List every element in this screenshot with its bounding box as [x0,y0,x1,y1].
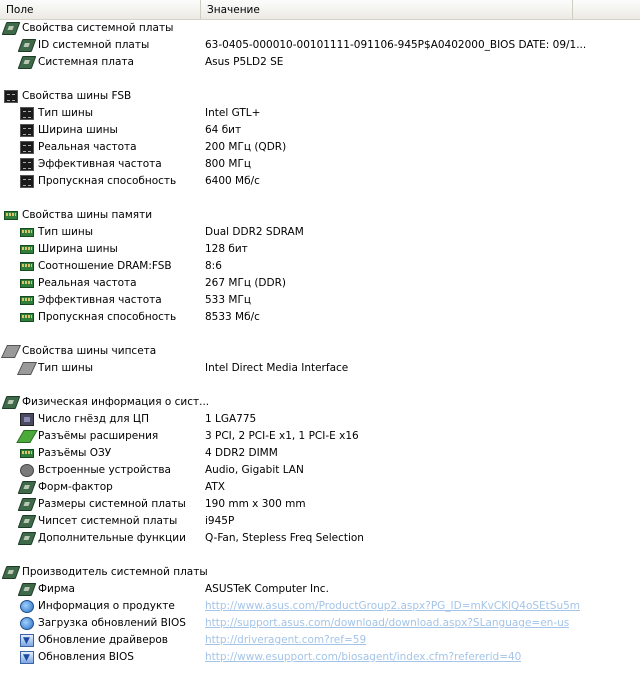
property-row[interactable] [0,54,640,71]
property-value: Dual DDR2 SDRAM [205,226,304,238]
property-label: Тип шины [38,362,94,374]
column-header [0,0,640,20]
property-label: Форм-фактор [38,481,113,493]
bus-icon [4,90,18,103]
property-label: Ширина шины [38,124,118,136]
property-list [0,20,640,666]
property-row[interactable] [0,581,640,598]
property-label: Тип шины [38,107,94,119]
property-row[interactable] [0,292,640,309]
property-row[interactable] [0,224,640,241]
bus-icon [20,175,34,188]
section-header[interactable] [0,394,640,411]
device-icon [20,464,34,477]
property-value: ASUSTeK Computer Inc. [205,583,329,595]
property-label: Размеры системной платы [38,498,186,510]
property-label: Обновления BIOS [38,651,134,663]
expansion-slot-icon [16,430,38,443]
property-label: ID системной платы [38,39,150,51]
property-label: Дополнительные функции [38,532,186,544]
property-row[interactable] [0,428,640,445]
section-header[interactable] [0,20,640,37]
property-row[interactable] [0,479,640,496]
motherboard-icon [18,583,37,596]
property-row[interactable] [0,649,640,666]
property-link[interactable]: http://support.asus.com/download/download.aspx?SLanguage=en-us [205,617,570,629]
memory-icon [20,296,34,305]
property-row[interactable] [0,275,640,292]
property-row[interactable] [0,496,640,513]
property-value: Intel GTL+ [205,107,261,119]
property-row[interactable] [0,598,640,615]
section-title: Свойства шины FSB [22,90,132,102]
property-value: Asus P5LD2 SE [205,56,284,68]
property-label: Эффективная частота [38,158,162,170]
property-label: Системная плата [38,56,134,68]
section-title: Свойства шины памяти [22,209,153,221]
property-value: 63-0405-000010-00101111-091106-945P$A0402000_BIOS DATE: 09/1... [205,39,587,51]
chipset-icon [17,362,37,375]
property-label: Ширина шины [38,243,118,255]
motherboard-icon [18,515,37,528]
property-label: Пропускная способность [38,175,177,187]
spacer-row [0,190,640,207]
motherboard-icon [2,22,21,35]
column-header-value[interactable]: Значение [201,0,573,19]
memory-icon [20,245,34,254]
bus-icon [20,107,34,120]
property-value: ATX [205,481,225,493]
property-value: 190 mm x 300 mm [205,498,306,510]
property-value: 200 МГц (QDR) [205,141,287,153]
property-label: Эффективная частота [38,294,162,306]
property-label: Встроенные устройства [38,464,171,476]
bus-icon [20,141,34,154]
property-row[interactable] [0,445,640,462]
section-header[interactable] [0,207,640,224]
download-icon [20,651,34,664]
property-row[interactable] [0,258,640,275]
motherboard-icon [18,56,37,69]
property-label: Тип шины [38,226,94,238]
motherboard-icon [18,498,37,511]
spacer-row [0,326,640,343]
property-label: Информация о продукте [38,600,175,612]
chipset-icon [1,345,21,358]
bus-icon [20,124,34,137]
property-value: 128 бит [205,243,248,255]
memory-icon [20,228,34,237]
motherboard-icon [2,396,21,409]
spacer-row [0,377,640,394]
property-value: 8533 Мб/с [205,311,260,323]
property-link[interactable]: http://driveragent.com?ref=59 [205,634,367,646]
section-title: Свойства системной платы [22,22,174,34]
property-row[interactable] [0,360,640,377]
section-header[interactable] [0,564,640,581]
property-value: 267 МГц (DDR) [205,277,286,289]
property-label: Обновление драйверов [38,634,168,646]
property-value: i945P [205,515,235,527]
download-icon [20,634,34,647]
property-label: Разъёмы ОЗУ [38,447,112,459]
motherboard-icon [2,566,21,579]
property-row[interactable] [0,309,640,326]
property-link[interactable]: http://www.asus.com/ProductGroup2.aspx?PG_ID=mKvCKlQ4oSEtSu5m [205,600,581,612]
property-label: Фирма [38,583,75,595]
spacer-row [0,71,640,88]
property-row[interactable] [0,173,640,190]
section-header[interactable] [0,88,640,105]
property-value: 4 DDR2 DIMM [205,447,278,459]
cpu-icon [20,413,34,426]
property-label: Пропускная способность [38,311,177,323]
memory-icon [20,279,34,288]
section-title: Свойства шины чипсета [22,345,157,357]
property-link[interactable]: http://www.esupport.com/biosagent/index.cfm?refererid=40 [205,651,522,663]
property-row[interactable] [0,139,640,156]
section-header[interactable] [0,343,640,360]
column-header-field[interactable]: Поле [0,0,201,19]
property-row[interactable] [0,513,640,530]
globe-icon [20,600,34,613]
memory-icon [4,211,18,220]
motherboard-icon [18,39,37,52]
property-row[interactable] [0,615,640,632]
property-label: Число гнёзд для ЦП [38,413,149,425]
motherboard-icon [18,481,37,494]
property-value: Intel Direct Media Interface [205,362,349,374]
property-row[interactable] [0,156,640,173]
property-row[interactable] [0,105,640,122]
property-row[interactable] [0,462,640,479]
property-label: Чипсет системной платы [38,515,178,527]
bus-icon [20,158,34,171]
property-row[interactable] [0,411,640,428]
property-value: 1 LGA775 [205,413,257,425]
property-row[interactable] [0,241,640,258]
property-row[interactable] [0,632,640,649]
memory-icon [20,262,34,271]
property-label: Разъёмы расширения [38,430,159,442]
property-value: 8:6 [205,260,222,272]
property-value: 533 МГц [205,294,251,306]
property-row[interactable] [0,122,640,139]
section-title: Физическая информация о сист... [22,396,210,408]
property-label: Соотношение DRAM:FSB [38,260,172,272]
property-value: 800 МГц [205,158,251,170]
memory-icon [20,313,34,322]
spacer-row [0,547,640,564]
column-header-empty[interactable] [573,0,640,19]
property-row[interactable] [0,37,640,54]
property-value: 6400 Мб/с [205,175,260,187]
property-label: Загрузка обновлений BIOS [38,617,186,629]
property-label: Реальная частота [38,277,137,289]
property-value: 3 PCI, 2 PCI-E x1, 1 PCI-E x16 [205,430,359,442]
memory-icon [20,449,34,458]
section-title: Производитель системной платы [22,566,208,578]
property-row[interactable] [0,530,640,547]
motherboard-icon [18,532,37,545]
property-value: 64 бит [205,124,242,136]
globe-icon [20,617,34,630]
property-label: Реальная частота [38,141,137,153]
property-value: Audio, Gigabit LAN [205,464,304,476]
property-value: Q-Fan, Stepless Freq Selection [205,532,364,544]
